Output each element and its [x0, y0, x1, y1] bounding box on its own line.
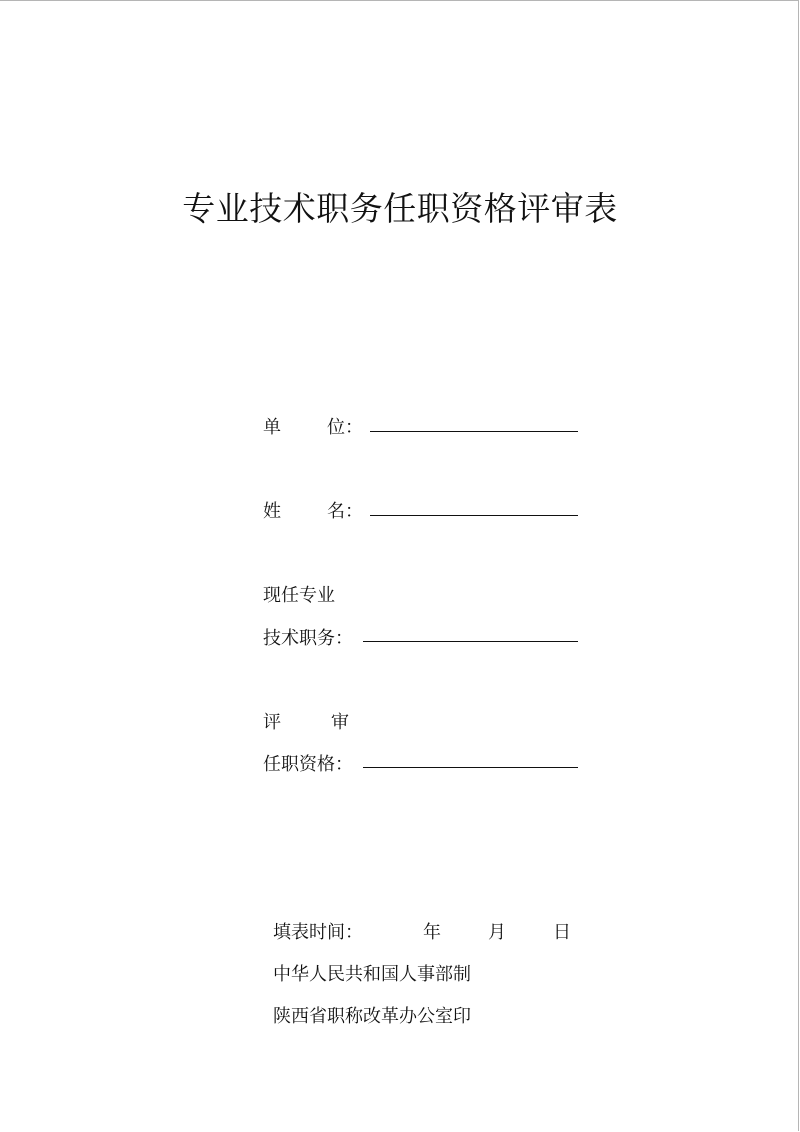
printer-text: 陕西省职称改革办公室印 [273, 1006, 471, 1027]
day-label: 日 [553, 922, 571, 943]
unit-label-char1: 单 [263, 417, 281, 438]
review-label-line1 [263, 708, 349, 734]
page-title: 专业技术职务任职资格评审表 [182, 189, 618, 228]
name-label-tail [327, 497, 363, 523]
name-label-char2: 名 [327, 501, 345, 522]
current-position-label-line2: 技术职务： [263, 628, 353, 649]
name-label [263, 497, 281, 523]
fill-date-label: 填表时间： [273, 922, 363, 943]
unit-field-line[interactable] [370, 431, 578, 432]
name-field-line[interactable] [370, 515, 578, 516]
name-label-char1: 姓 [263, 501, 281, 522]
issuer-text: 中华人民共和国人事部制 [273, 964, 471, 985]
review-label-line2: 任职资格： [263, 754, 353, 775]
unit-label [263, 413, 281, 439]
unit-label-char2: 位 [327, 417, 345, 438]
current-position-label-line1: 现任专业 [263, 585, 335, 606]
review-label-char1: 评 [263, 712, 281, 733]
month-label: 月 [488, 922, 506, 943]
name-colon: ： [345, 501, 363, 522]
unit-label-tail [327, 413, 363, 439]
review-qualification-field-line[interactable] [363, 767, 578, 768]
unit-colon: ： [345, 417, 363, 438]
year-label: 年 [423, 922, 441, 943]
current-position-field-line[interactable] [363, 641, 578, 642]
review-label-char2: 审 [331, 712, 349, 733]
